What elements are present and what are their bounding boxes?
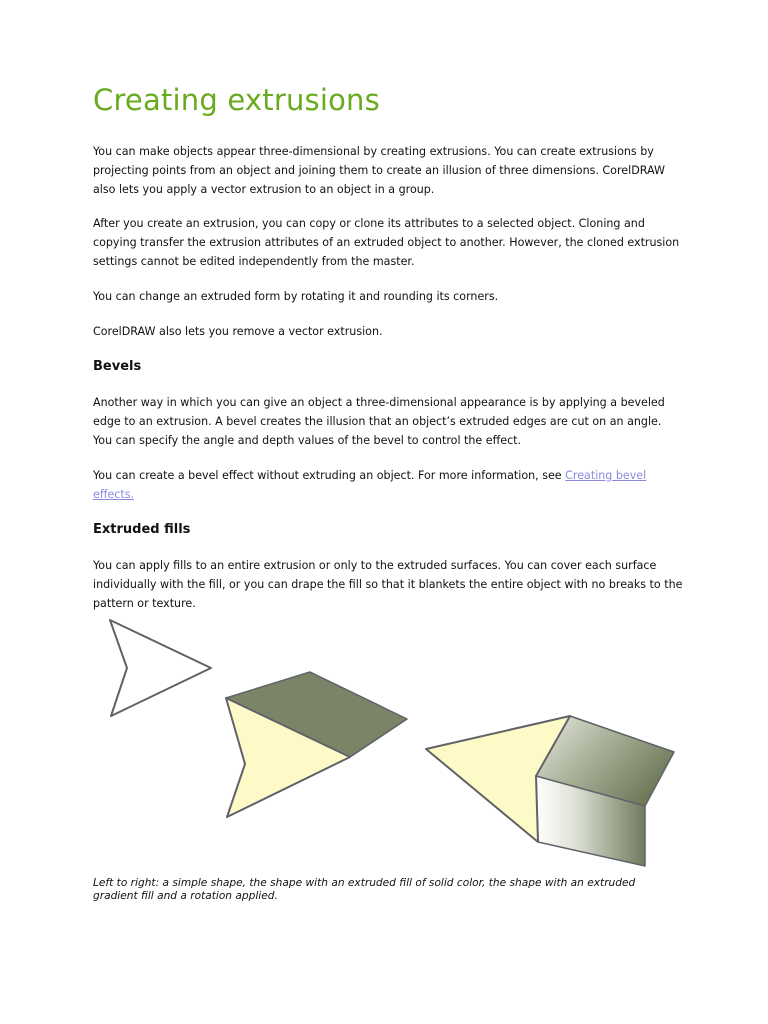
- bevels-heading: Bevels: [93, 359, 142, 374]
- page-title: Creating extrusions: [93, 83, 380, 117]
- gradient-rotated-extrusion-shape: [426, 716, 674, 866]
- bevels-paragraph-2: [93, 466, 683, 504]
- intro-paragraph-1: You can make objects appear three-dimensional by creating extrusions. You can create extrusions by projecting points from an object and joining them to create an illusion of three dimensions. CorelDRAW also lets you apply a vector extrusion to an object in a group.: [93, 145, 665, 196]
- bevels-paragraph-2-text: You can create a bevel effect without extruding an object. For more information, see: [93, 469, 566, 482]
- extruded-fills-paragraph: You can apply fills to an entire extrusion or only to the extruded surfaces. You can cover each surface individually with the fill, or you can drape the fill so that it blankets the entire object with no breaks to the pattern or texture.: [93, 559, 683, 610]
- intro-paragraph-3: You can change an extruded form by rotating it and rounding its corners.: [93, 290, 499, 303]
- simple-shape: [110, 620, 211, 716]
- intro-paragraph-2: After you create an extrusion, you can copy or clone its attributes to a selected object. Cloning and copying transfer the extrusion attributes of an extruded object to another. However, the cloned extrusion settings cannot be edited independently from the master.: [93, 217, 680, 268]
- solid-extrusion-shape: [226, 672, 407, 817]
- bevels-paragraph-1: Another way in which you can give an object a three-dimensional appearance is by applying a beveled edge to an extrusion. A bevel creates the illusion that an object’s extruded edges are cut on an angle. You can specify the angle and depth values of the bevel to control the effect.: [93, 396, 665, 447]
- extrusion-figure: [100, 614, 690, 876]
- figure-caption: Left to right: a simple shape, the shape with an extruded fill of solid color, the shape with an extruded gradient fill and a rotation applied.: [93, 877, 636, 902]
- intro-paragraph-4: CorelDRAW also lets you remove a vector extrusion.: [93, 325, 383, 338]
- creating-bevel-effects-link[interactable]: Creating bevel effects.: [93, 469, 647, 501]
- extruded-fills-heading: Extruded fills: [93, 522, 191, 537]
- extrusion-illustration: [100, 614, 690, 876]
